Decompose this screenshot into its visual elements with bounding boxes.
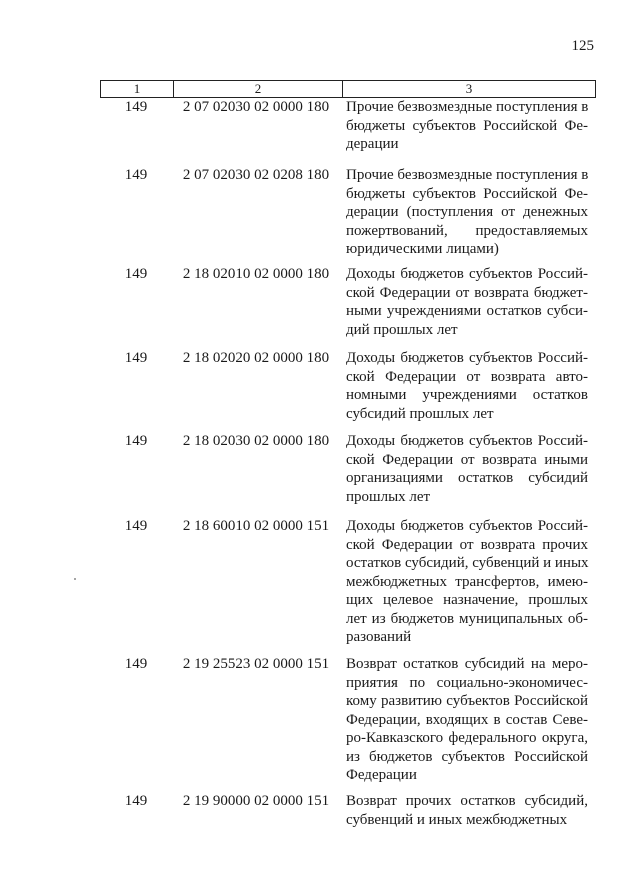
description-line: лет из бюджетов муниципальных об-: [346, 610, 588, 627]
budget-classification-code: 2 07 02030 02 0000 180: [182, 99, 330, 115]
description-line: ской Федерации от возврата иными: [346, 451, 588, 468]
revenue-description: [346, 792, 588, 829]
description-line: Возврат прочих остатков субсидий,: [346, 793, 588, 809]
description-line: кому развитию субъектов Российской: [346, 693, 588, 709]
description-line: приятия по социально-экономичес-: [346, 674, 588, 691]
description-line: прошлых лет: [346, 488, 431, 505]
admin-code: 149: [124, 167, 148, 183]
description-line: номными учреждениями остатков: [346, 387, 588, 403]
description-line: организациями остатков субсидий: [346, 470, 588, 486]
page-number: 125: [571, 38, 594, 54]
description-line: Доходы бюджетов субъектов Россий-: [346, 518, 588, 534]
description-line: бюджеты субъектов Российской Фе-: [346, 185, 588, 202]
description-line: ро-Кавказского федерального округа,: [346, 730, 588, 746]
description-line: дий прошлых лет: [346, 321, 458, 338]
revenue-description: [346, 517, 588, 647]
admin-code: 149: [124, 518, 148, 534]
description-line: ской Федерации от возврата авто-: [346, 368, 588, 385]
revenue-description: [346, 265, 588, 339]
budget-classification-code: 2 19 90000 02 0000 151: [182, 793, 330, 809]
description-line: остатков субсидий, субвенций и иных: [346, 555, 589, 571]
admin-code: 149: [124, 656, 148, 672]
description-line: Доходы бюджетов субъектов Россий-: [346, 266, 588, 282]
scan-speck: [74, 578, 76, 580]
description-line: Прочие безвозмездные поступления в: [346, 99, 589, 115]
description-line: щих целевое назначение, прошлых: [346, 592, 588, 608]
header-col-2: 2: [174, 81, 343, 97]
description-line: субвенций и иных межбюджетных: [346, 811, 568, 828]
description-line: дерации (поступления от денежных: [346, 204, 588, 220]
revenue-description: [346, 98, 588, 154]
admin-code: 149: [124, 793, 148, 809]
description-line: дерации: [346, 136, 399, 152]
description-line: ской Федерации от возврата прочих: [346, 536, 588, 553]
description-line: Федерации: [346, 767, 417, 783]
budget-classification-code: 2 18 60010 02 0000 151: [182, 518, 330, 534]
budget-classification-code: 2 18 02010 02 0000 180: [182, 266, 330, 282]
description-line: Возврат остатков субсидий на меро-: [346, 656, 588, 672]
admin-code: 149: [124, 433, 148, 449]
admin-code: 149: [124, 266, 148, 282]
admin-code: 149: [124, 99, 148, 115]
description-line: пожертвований, предоставляемых: [346, 222, 588, 239]
description-line: субсидий прошлых лет: [346, 405, 494, 422]
revenue-description: [346, 349, 588, 423]
description-line: Прочие безвозмездные поступления в: [346, 167, 589, 183]
revenue-description: [346, 166, 588, 259]
description-line: ской Федерации от возврата бюджет-: [346, 284, 588, 301]
header-col-1: 1: [101, 81, 174, 97]
admin-code: 149: [124, 350, 148, 366]
description-line: из бюджетов субъектов Российской: [346, 748, 588, 765]
budget-classification-code: 2 19 25523 02 0000 151: [182, 656, 330, 672]
description-line: Доходы бюджетов субъектов Россий-: [346, 433, 588, 449]
description-line: Федерации, входящих в состав Севе-: [346, 711, 588, 728]
table-header: [100, 80, 596, 98]
revenue-description: [346, 655, 588, 785]
description-line: ными учреждениями остатков субси-: [346, 303, 588, 319]
header-col-3: 3: [465, 81, 473, 96]
description-line: межбюджетных трансфертов, имею-: [346, 573, 588, 590]
budget-classification-code: 2 07 02030 02 0208 180: [182, 167, 330, 183]
budget-classification-code: 2 18 02030 02 0000 180: [182, 433, 330, 449]
revenue-description: [346, 432, 588, 506]
description-line: разований: [346, 629, 412, 645]
description-line: Доходы бюджетов субъектов Россий-: [346, 350, 588, 366]
description-line: юридическими лицами): [346, 241, 499, 257]
description-line: бюджеты субъектов Российской Фе-: [346, 117, 588, 134]
budget-classification-code: 2 18 02020 02 0000 180: [182, 350, 330, 366]
